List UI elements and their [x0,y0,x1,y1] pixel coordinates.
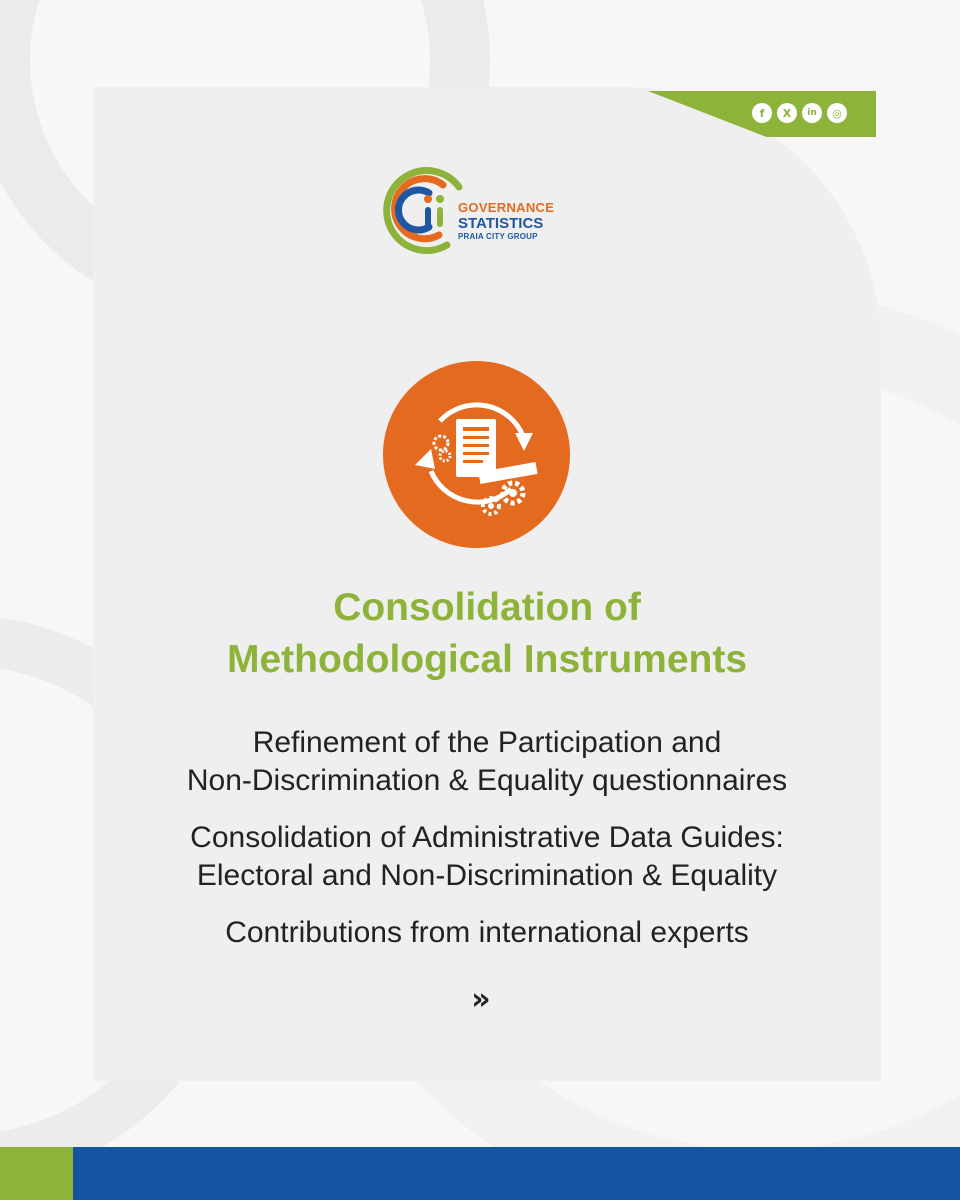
list-item [120,724,854,800]
logo-mark-icon [377,165,467,255]
title-line1: Consolidation of [333,586,641,629]
item2-line1: Consolidation of Administrative Data Guides: [190,821,784,854]
item2-line2: Electoral and Non-Discrimination & Equality [196,859,778,892]
next-chevron-icon[interactable]: » [471,982,491,1017]
item1-line1: Refinement of the Participation and [252,726,722,759]
footer-blue-bar [73,1147,960,1200]
governance-statistics-logo [377,165,577,255]
title-line2: Methodological Instruments [226,638,748,681]
linkedin-icon[interactable]: in [802,103,822,123]
facebook-icon[interactable]: f [752,103,772,123]
document-cycle-gears-icon [383,361,570,548]
list-item [120,819,854,895]
item1-line2: Non-Discrimination & Equality questionnaires [186,764,788,797]
footer-green-bar [0,1147,73,1200]
instagram-icon[interactable]: ◎ [827,103,847,123]
page-title [120,582,854,686]
logo-text-line1: GOVERNANCE [458,200,555,215]
social-icons [752,103,847,123]
logo-text-line3: PRAIA CITY GROUP [458,232,538,241]
list-item [120,914,854,952]
x-icon[interactable]: X [777,103,797,123]
logo-text-line2: STATISTICS [458,215,544,232]
item3-line1: Contributions from international experts [225,916,749,949]
